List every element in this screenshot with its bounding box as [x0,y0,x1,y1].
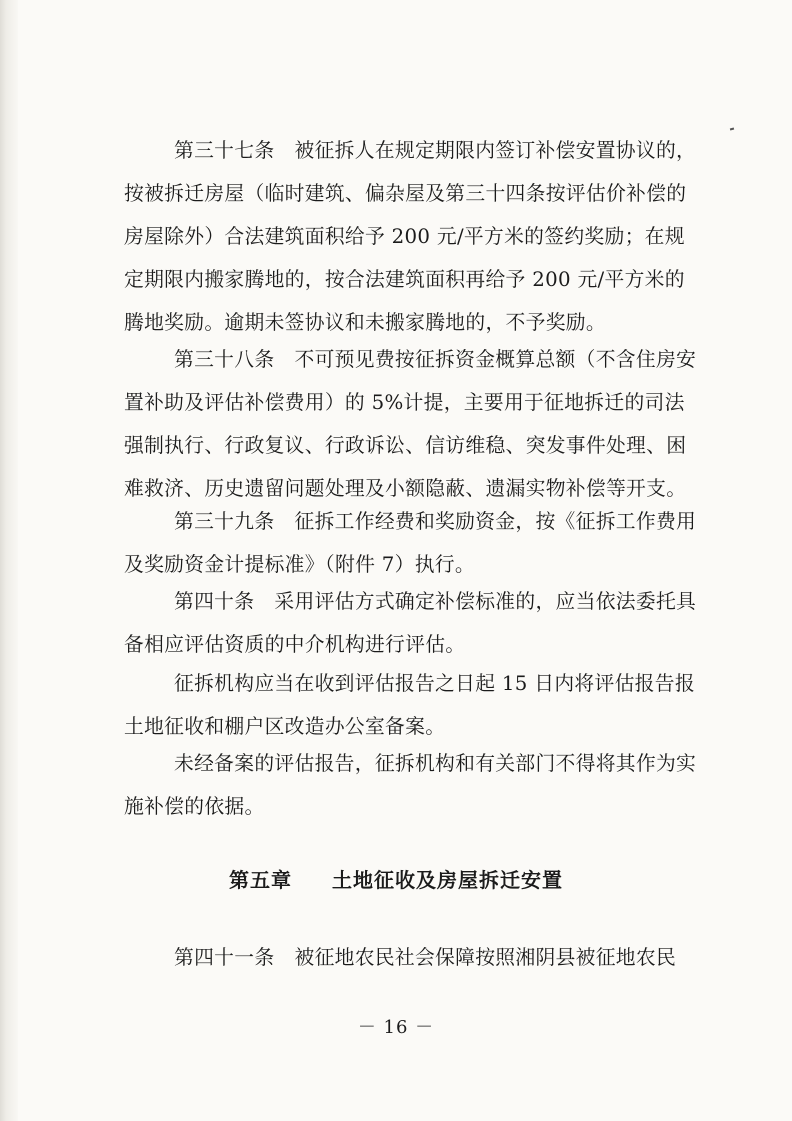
text-line: 征拆机构应当在收到评估报告之日起 15 日内将评估报告报 [174,672,695,695]
article-40-paragraph [124,580,724,666]
scan-speck [730,128,734,131]
article-38-paragraph [124,338,724,510]
text-line: 备相应评估资质的中介机构进行评估。 [124,633,466,656]
text-line: 土地征收和棚户区改造办公室备案。 [124,715,446,738]
text-line: 房屋除外）合法建筑面积给予 200 元/平方米的签约奖励；在规 [124,225,685,248]
text-line: 未经备案的评估报告，征拆机构和有关部门不得将其作为实 [174,752,697,775]
text-line: 第三十八条 不可预见费按征拆资金概算总额（不含住房安 [174,348,697,371]
text-line: 第三十九条 征拆工作经费和奖励资金，按《征拆工作费用 [174,510,697,533]
chapter-heading [0,864,792,893]
text-line: 按被拆迁房屋（临时建筑、偏杂屋及第三十四条按评估价补偿的 [124,182,687,205]
text-line: 难救济、历史遗留问题处理及小额隐蔽、遗漏实物补偿等开支。 [124,477,687,500]
chapter-number: 第五章 [229,868,292,892]
text-line: 施补偿的依据。 [124,795,265,818]
text-line: 第三十七条 被征拆人在规定期限内签订补偿安置协议的， [174,139,697,162]
chapter-title: 土地征收及房屋拆迁安置 [332,868,563,892]
text-line: 置补助及评估补偿费用）的 5%计提，主要用于征地拆迁的司法 [124,391,685,414]
article-37-paragraph [124,129,724,344]
text-line: 第四十条 采用评估方式确定补偿标准的，应当依法委托具 [174,590,697,613]
text-line: 第四十一条 被征地农民社会保障按照湘阴县被征地农民 [174,946,677,969]
text-line: 及奖励资金计提标准》（附件 7）执行。 [124,553,475,576]
page-number: － 16 － [357,1017,435,1038]
text-line: 定期限内搬家腾地的，按合法建筑面积再给予 200 元/平方米的 [124,268,685,291]
filing-paragraph [124,662,724,748]
article-41-paragraph [124,936,724,979]
unfiled-report-paragraph [124,742,724,828]
text-line: 强制执行、行政复议、行政诉讼、信访维稳、突发事件处理、困 [124,434,687,457]
scan-edge [0,0,18,1121]
article-39-paragraph [124,500,724,586]
text-line: 腾地奖励。逾期未签协议和未搬家腾地的，不予奖励。 [124,311,606,334]
